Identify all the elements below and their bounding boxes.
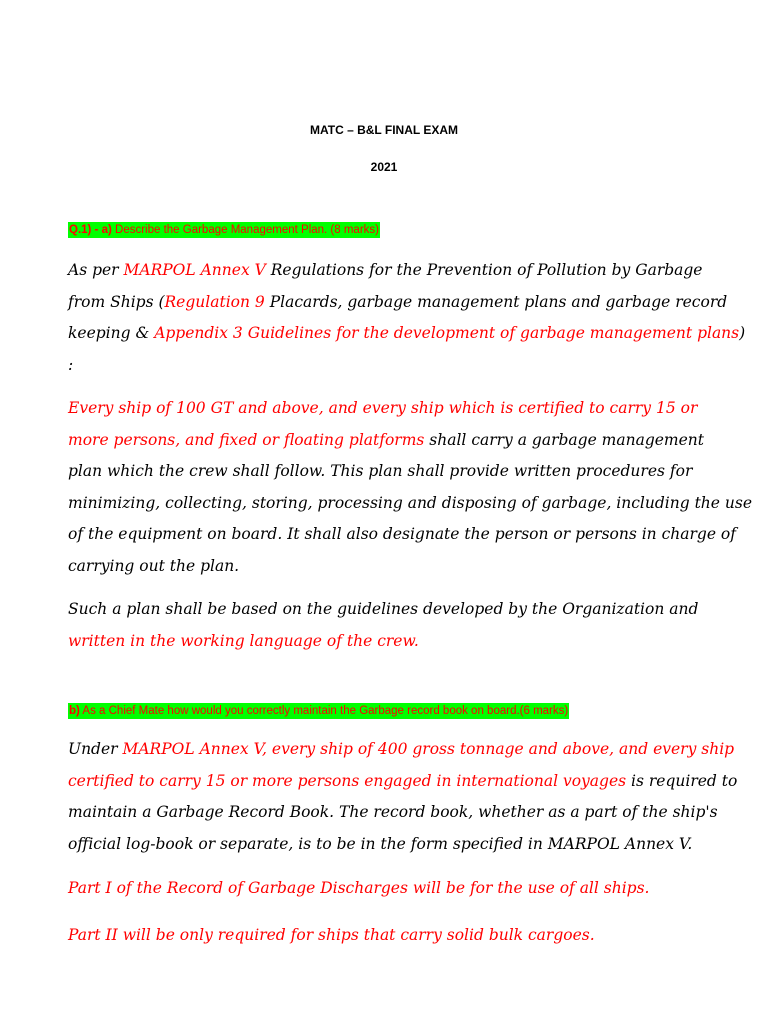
paragraph-guidelines (68, 594, 728, 657)
highlight-line: Part I of the Record of Garbage Discharges will be for the use of all ships. (68, 879, 650, 897)
text-run: is required to (626, 771, 738, 790)
paragraph-line (68, 255, 728, 287)
highlight-line: Every ship of 100 GT and above, and every ship which is certified to carry 15 or (68, 399, 698, 417)
question-1a-text: Describe the Garbage Management Plan. (8 marks) (111, 224, 379, 236)
highlight-run: MARPOL Annex V (123, 261, 266, 279)
text-run: Under (68, 740, 123, 758)
text-run: Regulations for the Prevention of Pollution by Garbage (265, 261, 703, 279)
paragraph-line (68, 734, 735, 766)
highlight-run: Appendix 3 Guidelines for the development of garbage management plans (154, 324, 740, 342)
question-1b-heading (68, 703, 569, 719)
highlight-line: Part II will be only required for ships that carry solid bulk cargoes. (68, 926, 595, 944)
text-run: ) (739, 324, 746, 342)
question-1a-heading (68, 222, 380, 238)
paragraph-line: Such a plan shall be based on the guidelines developed by the Organization and (68, 600, 699, 618)
text-run: : (68, 355, 74, 374)
paragraph-line (68, 287, 728, 319)
highlight-run: MARPOL Annex V, every ship of 400 gross tonnage and above, and every ship (122, 740, 735, 758)
text-run: from Ships ( (68, 292, 165, 311)
paragraph-line (68, 425, 728, 457)
paragraph-line: carrying out the plan. (68, 556, 240, 575)
paragraph-line: official log-book or separate, is to be in the form specified in MARPOL Annex V. (68, 834, 693, 853)
question-1b-label: b) (69, 705, 80, 717)
text-run: shall carry a garbage management (424, 430, 705, 449)
text-run: Placards, garbage management plans and garbage record (264, 292, 728, 311)
paragraph-marpol-intro (68, 255, 746, 381)
highlight-run: certified to carry 15 or more persons engaged in international voyages (68, 771, 627, 790)
question-1b-text: As a Chief Mate how would you correctly maintain the Garbage record book on board.(6 marks) (79, 705, 569, 717)
paragraph-record-book (68, 734, 738, 860)
exam-title: MATC – B&L FINAL EXAM (309, 123, 458, 137)
highlight-run: more persons, and fixed or floating platforms (68, 430, 425, 449)
paragraph-line: of the equipment on board. It shall also designate the person or persons in charge of (68, 525, 736, 543)
paragraph-line (68, 350, 728, 382)
paragraph-line (68, 766, 738, 798)
paragraph-line: maintain a Garbage Record Book. The record book, whether as a part of the ship's (68, 803, 718, 821)
paragraph-part-two (68, 920, 728, 952)
text-run: keeping & (68, 324, 155, 342)
paragraph-line: plan which the crew shall follow. This plan shall provide written procedures for (68, 462, 693, 480)
paragraph-garbage-plan (68, 393, 752, 582)
text-run: As per (68, 261, 124, 279)
paragraph-line: minimizing, collecting, storing, processing and disposing of garbage, including the use (68, 493, 752, 512)
paragraph-part-one (68, 873, 728, 905)
question-1a-label: Q.1) - a) (69, 224, 112, 236)
highlight-line: written in the working language of the crew. (68, 631, 419, 650)
exam-year: 2021 (370, 160, 398, 174)
paragraph-line (68, 318, 746, 350)
highlight-run: Regulation 9 (164, 292, 265, 311)
